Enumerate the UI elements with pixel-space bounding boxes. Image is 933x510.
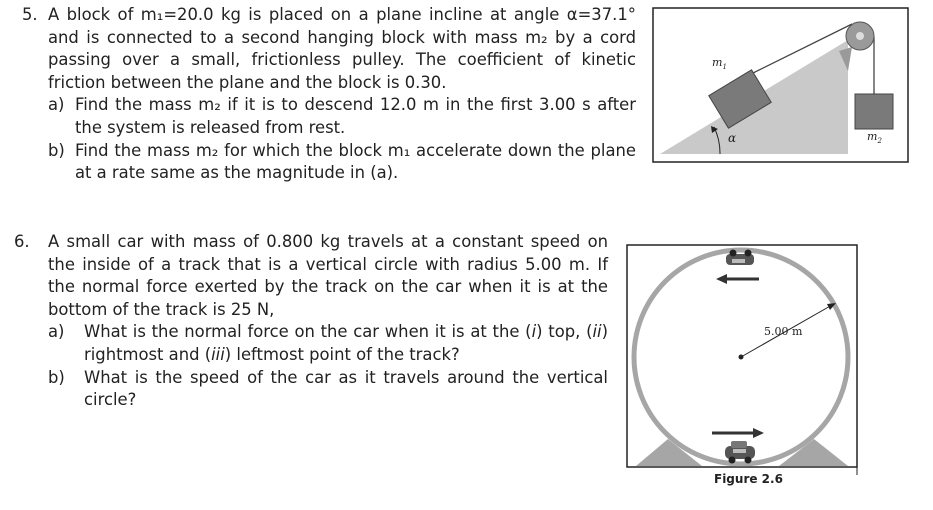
question-6-body: A small car with mass of 0.800 kg travels at a constant speed on the inside of a track that is a vertical circle with radius 5.00 m. If the normal force exerted by the track on the car when it is at the bottom of the track is 25 N, [48, 232, 608, 319]
question-6-part-a [48, 321, 608, 366]
part-text: What is the speed of the car as it travels around the vertical circle? [84, 367, 608, 410]
figure-caption: Figure 2.6 [714, 472, 783, 486]
m1-label: $m_1$ [712, 56, 727, 71]
part-label: b) [48, 367, 65, 387]
part-text: Find the mass m₂ if it is to descend 12.0 m in the first 3.00 s after the system is released from rest. [75, 95, 636, 137]
angle-label: α [728, 131, 737, 145]
question-6-number: 6. [14, 232, 30, 251]
question-6-part-b [48, 367, 608, 412]
part-label: b) [48, 140, 65, 160]
part-text: What is the normal force on the car when it is at the (i) top, (ii) rightmost and (iii) leftmost point of the track? [84, 322, 608, 364]
block-m2 [855, 94, 893, 129]
question-5-part-a [48, 94, 636, 139]
question-5-part-b [48, 140, 636, 185]
incline-pulley-figure [652, 7, 910, 164]
vertical-track-figure [624, 243, 862, 493]
question-5-number: 5. [22, 5, 38, 24]
part-label: a) [48, 95, 65, 115]
part-text: Find the mass m₂ for which the block m₁ accelerate down the plane at a rate same as the magnitude in (a). [75, 140, 636, 183]
radius-label: 5.00 m [764, 325, 803, 338]
pulley-hub [856, 32, 864, 40]
question-6 [14, 231, 608, 412]
part-label: a) [48, 322, 65, 342]
center-point [739, 355, 744, 360]
m2-label: $m_2$ [867, 130, 882, 145]
question-5-body: A block of m₁=20.0 kg is placed on a plane incline at angle α=37.1° and is connected to a second hanging block with mass m₂ by a cord passing over a small, frictionless pulley. The coefficient of kinetic friction between the plane and the block is 0.30. [48, 5, 636, 92]
question-5 [22, 4, 636, 185]
